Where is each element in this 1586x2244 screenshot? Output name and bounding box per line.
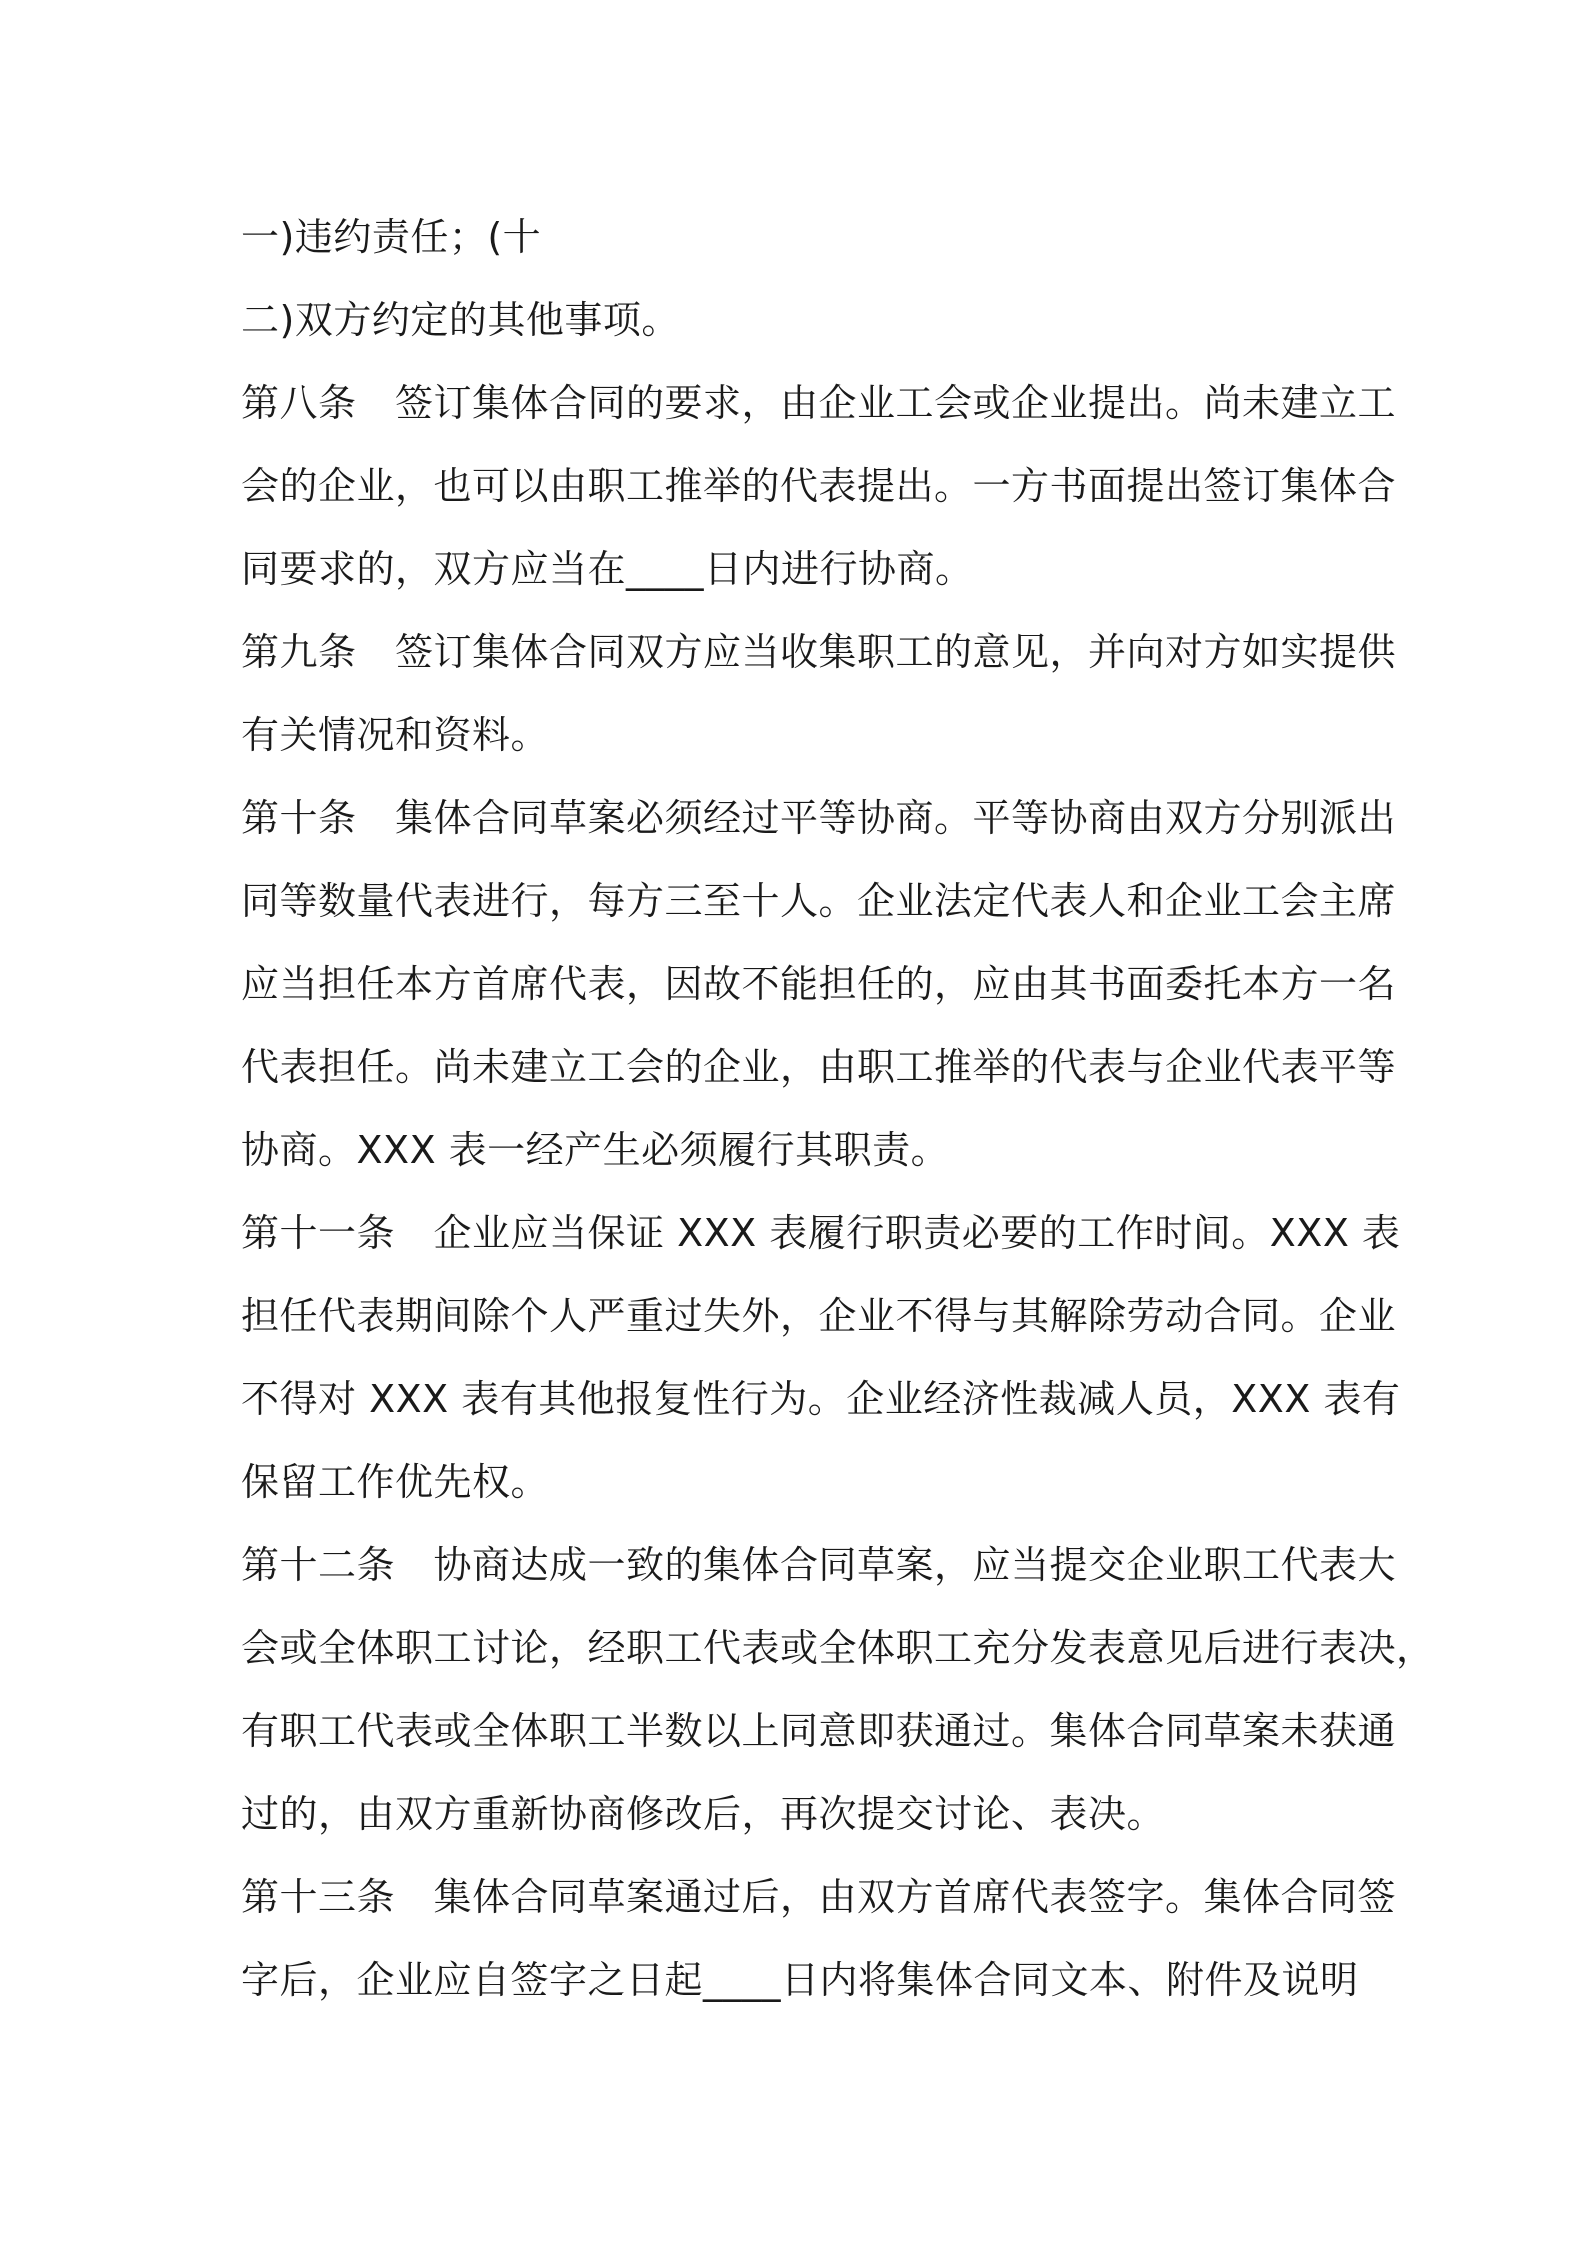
text-line: 担任代表期间除个人严重过失外，企业不得与其解除劳动合同。企业 xyxy=(241,1294,1397,1338)
document-body xyxy=(241,196,1435,2022)
article-12-line: 第十二条 协商达成一致的集体合同草案，应当提交企业职工代表大 xyxy=(241,1543,1397,1587)
article-11-line: 第十一条 企业应当保证 XXX 表履行职责必要的工作时间。XXX 表 xyxy=(241,1211,1401,1255)
article-10-line: 第十条 集体合同草案必须经过平等协商。平等协商由双方分别派出 xyxy=(241,796,1397,840)
text-line: 过的，由双方重新协商修改后，再次提交讨论、表决。 xyxy=(241,1792,1166,1836)
text-line: 有职工代表或全体职工半数以上同意即获通过。集体合同草案未获通 xyxy=(241,1709,1397,1753)
text-line: 同要求的，双方应当在____日内进行协商。 xyxy=(241,547,974,591)
text-line: 同等数量代表进行，每方三至十人。企业法定代表人和企业工会主席 xyxy=(241,879,1397,923)
article-8-line: 第八条 签订集体合同的要求，由企业工会或企业提出。尚未建立工 xyxy=(241,381,1397,425)
text-line: 二)双方约定的其他事项。 xyxy=(241,298,680,342)
article-13-line: 第十三条 集体合同草案通过后，由双方首席代表签字。集体合同签 xyxy=(241,1875,1397,1919)
text-line: 不得对 XXX 表有其他报复性行为。企业经济性裁减人员，XXX 表有 xyxy=(241,1377,1401,1421)
article-9-line: 第九条 签订集体合同双方应当收集职工的意见，并向对方如实提供 xyxy=(241,630,1397,674)
text-line: 会或全体职工讨论，经职工代表或全体职工充分发表意见后进行表决， xyxy=(241,1626,1435,1670)
text-line: 应当担任本方首席代表，因故不能担任的，应由其书面委托本方一名 xyxy=(241,962,1397,1006)
text-line: 代表担任。尚未建立工会的企业，由职工推举的代表与企业代表平等 xyxy=(241,1045,1397,1089)
text-line: 一)违约责任；(十 xyxy=(241,215,542,259)
text-line: 字后，企业应自签字之日起____日内将集体合同文本、附件及说明 xyxy=(241,1958,1359,2002)
text-line: 协商。XXX 表一经产生必须履行其职责。 xyxy=(241,1128,950,1172)
text-line: 保留工作优先权。 xyxy=(241,1460,550,1504)
text-line: 有关情况和资料。 xyxy=(241,713,550,757)
text-line: 会的企业，也可以由职工推举的代表提出。一方书面提出签订集体合 xyxy=(241,464,1397,508)
